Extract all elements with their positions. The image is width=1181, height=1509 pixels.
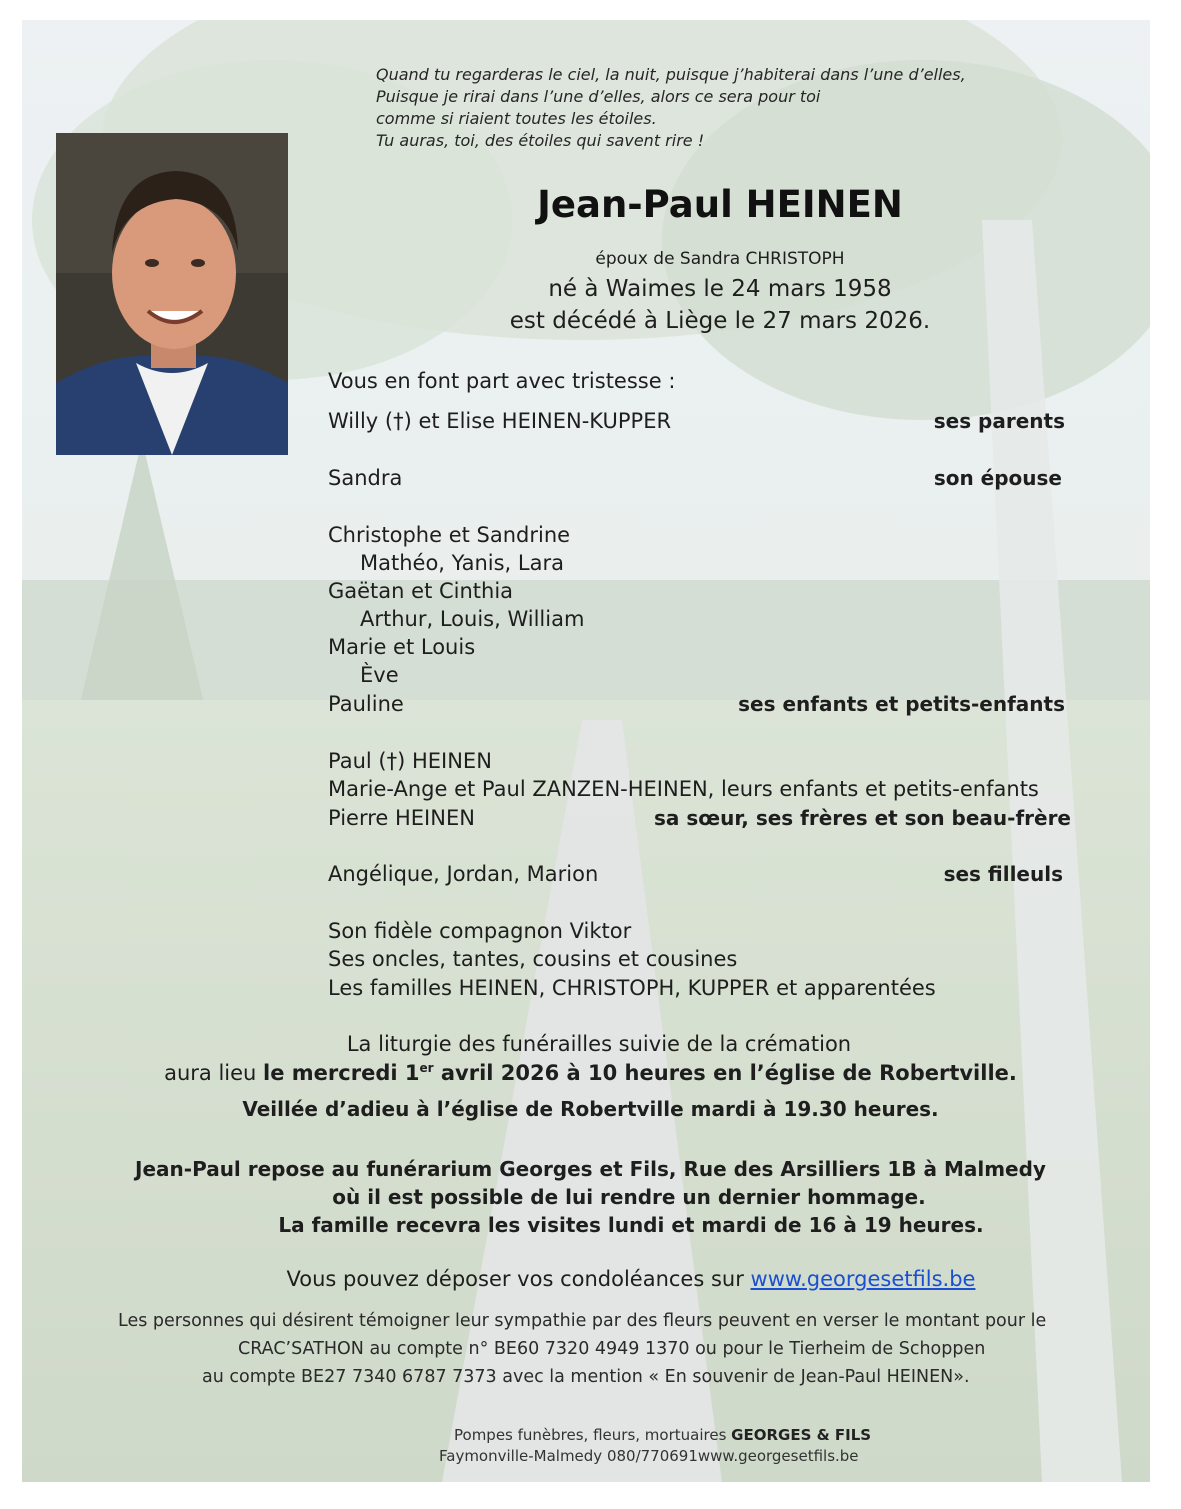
condolences-line bbox=[0, 1267, 1181, 1291]
footer-line bbox=[454, 1426, 871, 1444]
poem-line: Quand tu regarderas le ciel, la nuit, puisque j’habiterai dans l’une d’elles, bbox=[376, 65, 966, 84]
donation-line: au compte BE27 7340 6787 7373 avec la mention « En souvenir de Jean-Paul HEINEN». bbox=[202, 1367, 970, 1387]
poem bbox=[376, 64, 1056, 152]
deceased-name: Jean-Paul HEINEN bbox=[537, 183, 903, 226]
death-line: est décédé à Liège le 27 mars 2026. bbox=[509, 308, 931, 334]
ceremony-line: La liturgie des funérailles suivie de la crémation bbox=[346, 1032, 852, 1056]
ceremony-date-sup: er bbox=[419, 1061, 434, 1075]
vigil-line: Veillée d’adieu à l’église de Robertville mardi à 19.30 heures. bbox=[242, 1097, 939, 1121]
ceremony-date-line bbox=[0, 1061, 1181, 1085]
footer-contact: Faymonville-Malmedy 080/770691www.georgesetfils.be bbox=[439, 1447, 859, 1465]
family-sibling: Marie-Ange et Paul ZANZEN-HEINEN, leurs enfants et petits-enfants bbox=[328, 777, 1039, 801]
funeral-home-line: où il est possible de lui rendre un dernier hommage. bbox=[332, 1185, 926, 1209]
condolences-text: Vous pouvez déposer vos condoléances sur bbox=[286, 1267, 751, 1291]
ceremony-date: le mercredi 1 bbox=[263, 1061, 420, 1085]
family-intro: Vous en font part avec tristesse : bbox=[328, 369, 676, 393]
funeral-home-line: La famille recevra les visites lundi et mardi de 16 à 19 heures. bbox=[278, 1213, 984, 1237]
footer-services: Pompes funèbres, fleurs, mortuaires bbox=[454, 1426, 732, 1444]
relation-parents: ses parents bbox=[933, 409, 1065, 433]
relation-siblings: sa sœur, ses frères et son beau-frère bbox=[653, 806, 1071, 830]
ceremony-prefix: aura lieu bbox=[164, 1061, 264, 1085]
birth-line: né à Waimes le 24 mars 1958 bbox=[548, 276, 892, 302]
family-grandchildren: Arthur, Louis, William bbox=[360, 607, 585, 631]
relation-children: ses enfants et petits-enfants bbox=[738, 692, 1065, 716]
family-godchildren: Angélique, Jordan, Marion bbox=[328, 862, 599, 886]
family-other: Son fidèle compagnon Viktor bbox=[328, 919, 632, 943]
family-child: Marie et Louis bbox=[328, 635, 476, 659]
spouse-line: époux de Sandra CHRISTOPH bbox=[595, 249, 845, 269]
family-child: Pauline bbox=[328, 692, 404, 716]
relation-godchildren: ses filleuls bbox=[943, 862, 1063, 886]
family-child: Christophe et Sandrine bbox=[328, 523, 571, 547]
family-other: Les familles HEINEN, CHRISTOPH, KUPPER et apparentées bbox=[328, 976, 936, 1000]
family-grandchildren: Ève bbox=[360, 663, 399, 687]
relation-wife: son épouse bbox=[933, 466, 1062, 490]
portrait-photo bbox=[56, 133, 288, 455]
family-other: Ses oncles, tantes, cousins et cousines bbox=[328, 947, 738, 971]
family-child: Gaëtan et Cinthia bbox=[328, 579, 514, 603]
funeral-home-line: Jean-Paul repose au funérarium Georges et Fils, Rue des Arsilliers 1B à Malmedy bbox=[135, 1157, 1046, 1181]
condolences-link[interactable]: www.georgesetfils.be bbox=[750, 1267, 976, 1291]
poem-line: comme si riaient toutes les étoiles. bbox=[376, 109, 657, 128]
ceremony-place: avril 2026 à 10 heures en l’église de Robertville. bbox=[433, 1061, 1017, 1085]
poem-line: Tu auras, toi, des étoiles qui savent rire ! bbox=[376, 131, 705, 150]
family-sibling: Paul (†) HEINEN bbox=[328, 749, 492, 773]
family-parents: Willy (†) et Elise HEINEN-KUPPER bbox=[328, 409, 672, 433]
footer-company: GEORGES & FILS bbox=[731, 1426, 872, 1444]
family-sibling: Pierre HEINEN bbox=[328, 806, 475, 830]
family-wife: Sandra bbox=[328, 466, 403, 490]
poem-line: Puisque je rirai dans l’une d’elles, alors ce sera pour toi bbox=[376, 87, 821, 106]
family-grandchildren: Mathéo, Yanis, Lara bbox=[360, 551, 564, 575]
donation-line: CRAC’SATHON au compte n° BE60 7320 4949 1370 ou pour le Tierheim de Schoppen bbox=[238, 1339, 986, 1359]
donation-line: Les personnes qui désirent témoigner leur sympathie par des fleurs peuvent en verser le montant pour le bbox=[118, 1311, 1047, 1331]
